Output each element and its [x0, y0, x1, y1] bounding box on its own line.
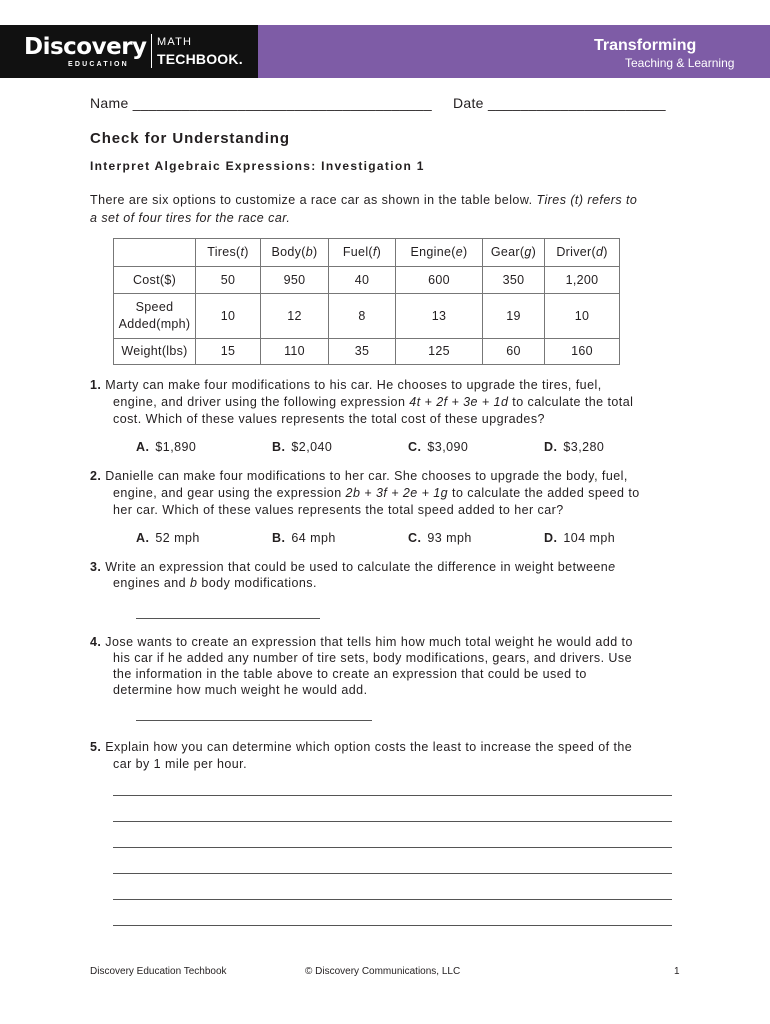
name-line[interactable]: _____________________________________ — [132, 95, 432, 111]
question-3-line-2: engines and b body modifications. — [113, 576, 317, 590]
name-field[interactable] — [90, 95, 432, 111]
header-banner — [0, 25, 770, 78]
question-2-line-1: 2. Danielle can make four modifications to her car. She chooses to upgrade the body, fuel, — [90, 469, 628, 483]
table-cell: 13 — [396, 294, 483, 339]
question-4-line-4: determine how much weight he would add. — [113, 683, 368, 697]
table-cell: 110 — [261, 339, 329, 365]
date-label: Date — [453, 95, 484, 111]
table-cell: 60 — [483, 339, 545, 365]
table-header: Driver(d) — [545, 239, 620, 267]
table-cell: 350 — [483, 267, 545, 294]
question-number: 2. — [90, 469, 102, 483]
logo-education-text: EDUCATION — [68, 61, 129, 68]
table-cell: 15 — [196, 339, 261, 365]
choice-2c[interactable]: C. 93 mph — [408, 531, 472, 545]
question-number: 1. — [90, 378, 102, 392]
intro-line-1 — [90, 193, 637, 207]
table-cell: 950 — [261, 267, 329, 294]
choice-2b[interactable]: B. 64 mph — [272, 531, 336, 545]
table-cell: 160 — [545, 339, 620, 365]
table-cell: 12 — [261, 294, 329, 339]
logo-discovery-text: Discovery — [24, 34, 147, 60]
question-1-line-1: 1. Marty can make four modifications to his car. He chooses to upgrade the tires, fuel, — [90, 378, 602, 392]
question-4-line-1: 4. Jose wants to create an expression that tells him how much total weight he would add to — [90, 635, 633, 649]
choice-1a[interactable]: A. $1,890 — [136, 440, 197, 454]
table-cell: 10 — [196, 294, 261, 339]
answer-line-4[interactable] — [136, 720, 372, 721]
footer-left: Discovery Education Techbook — [90, 966, 227, 977]
expression: 4t + 2f + 3e + 1d — [409, 395, 509, 409]
table-header: Fuel(f) — [329, 239, 396, 267]
logo-divider — [151, 34, 152, 68]
intro-text: There are six options to customize a race car as shown in the table below. — [90, 193, 533, 207]
row-label: Cost($) — [114, 267, 196, 294]
page-title: Check for Understanding — [90, 130, 290, 147]
intro-line-2 — [90, 211, 290, 225]
date-field[interactable] — [453, 95, 666, 111]
table-cell: 19 — [483, 294, 545, 339]
table-cell: 10 — [545, 294, 620, 339]
name-label: Name — [90, 95, 129, 111]
answer-line-3[interactable] — [136, 618, 320, 619]
page-subtitle: Interpret Algebraic Expressions: Investigation 1 — [90, 159, 425, 173]
question-2-line-3: her car. Which of these values represents the total speed added to her car? — [113, 503, 564, 517]
answer-line-5[interactable] — [113, 795, 672, 796]
answer-line-5[interactable] — [113, 847, 672, 848]
expression: 2b + 3f + 2e + 1g — [345, 486, 449, 500]
date-line[interactable]: ______________________ — [487, 95, 666, 111]
table-cell: 8 — [329, 294, 396, 339]
question-5-line-2: car by 1 mile per hour. — [113, 757, 248, 771]
choice-2a[interactable]: A. 52 mph — [136, 531, 200, 545]
table-row-cost — [114, 267, 620, 294]
options-table — [113, 238, 620, 365]
table-corner-cell — [114, 239, 196, 267]
question-5-line-1: 5. Explain how you can determine which option costs the least to increase the speed of the — [90, 740, 633, 754]
table-cell: 125 — [396, 339, 483, 365]
footer-copyright: © Discovery Communications, LLC — [305, 966, 461, 977]
choice-1d[interactable]: D. $3,280 — [544, 440, 605, 454]
question-1-line-3: cost. Which of these values represents the total cost of these upgrades? — [113, 412, 545, 426]
row-label: Weight(lbs) — [114, 339, 196, 365]
choice-1b[interactable]: B. $2,040 — [272, 440, 333, 454]
table-cell: 40 — [329, 267, 396, 294]
question-3-line-1: 3. Write an expression that could be used to calculate the difference in weight betweene — [90, 560, 616, 574]
question-number: 3. — [90, 560, 102, 574]
brand-logo — [0, 25, 258, 78]
answer-line-5[interactable] — [113, 873, 672, 874]
answer-line-5[interactable] — [113, 821, 672, 822]
tagline-teaching: Teaching & Learning — [625, 56, 735, 70]
tagline-transforming: Transforming — [594, 37, 697, 54]
table-header: Body(b) — [261, 239, 329, 267]
table-row-weight — [114, 339, 620, 365]
table-header: Tires(t) — [196, 239, 261, 267]
page-number: 1 — [674, 966, 680, 977]
question-2-line-2: engine, and gear using the expression 2b + 3f + 2e + 1g to calculate the added speed to — [113, 486, 640, 500]
table-cell: 50 — [196, 267, 261, 294]
row-label: Speed Added(mph) — [114, 294, 196, 339]
question-4-line-3: the information in the table above to create an expression that could be used to — [113, 667, 587, 681]
question-1-line-2: engine, and driver using the following expression 4t + 2f + 3e + 1d to calculate the total — [113, 395, 634, 409]
intro-italic-2: a set of four tires for the race car. — [90, 211, 291, 225]
table-cell: 600 — [396, 267, 483, 294]
choice-2d[interactable]: D. 104 mph — [544, 531, 616, 545]
question-4-line-2: his car if he added any number of tire sets, body modifications, gears, and drivers. Use — [113, 651, 633, 665]
table-header: Gear(g) — [483, 239, 545, 267]
logo-techbook-text: TECHBOOK. — [157, 51, 243, 67]
question-number: 5. — [90, 740, 102, 754]
table-cell: 35 — [329, 339, 396, 365]
table-row-speed — [114, 294, 620, 339]
table-cell: 1,200 — [545, 267, 620, 294]
answer-line-5[interactable] — [113, 899, 672, 900]
question-number: 4. — [90, 635, 102, 649]
answer-line-5[interactable] — [113, 925, 672, 926]
intro-italic-1: Tires (t) refers to — [536, 193, 638, 207]
choice-1c[interactable]: C. $3,090 — [408, 440, 469, 454]
table-header-row — [114, 239, 620, 267]
table-header: Engine(e) — [396, 239, 483, 267]
logo-math-text: MATH — [157, 36, 193, 48]
